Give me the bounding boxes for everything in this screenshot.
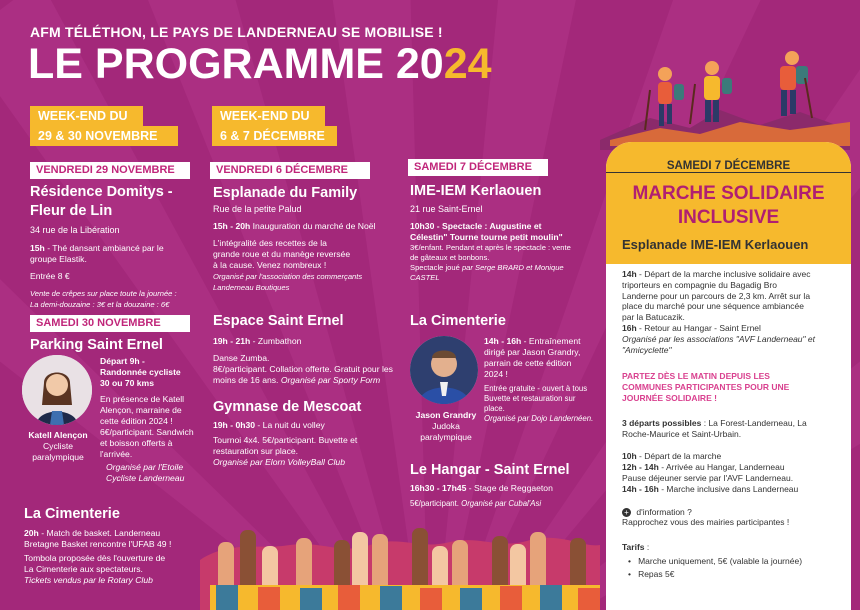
card-organizer: Organisé par les associations "AVF Landerneau" et [622,333,815,344]
header-kicker: AFM TÉLÉTHON, LE PAYS DE LANDERNEAU SE MOBILISE ! [30,24,443,40]
card-info-cont: Rapprochez vous des mairies participantes ! [622,517,790,528]
venue-parking-saint-ernel: Parking Saint Ernel [30,337,163,353]
event-time-text: 15h - 20h Inauguration du marché de Noël [213,221,376,231]
event-text: Danse Zumba. [213,353,270,363]
event-text: cette édition 2024 ! [100,416,173,426]
venue-title: Espace Saint Ernel [213,313,344,329]
event-organizer: Organisé par Dojo Landernéen. [484,414,594,423]
title-year: 24 [443,40,492,88]
card-title-cont: INCLUSIVE [677,207,780,228]
weekend-2-line2: 6 & 7 DÉCEMBRE [212,126,337,146]
card-text: 14h - Départ de la marche inclusive solidaire avec [622,269,811,279]
event-text: moins de 16 ans. Organisé par Sporty Form [213,375,381,385]
event-organizer: Organisé par l'association des commerçants [213,272,363,281]
venue-la-cimenterie-basket: La Cimenterie [24,506,120,522]
card-venue: Esplanade IME-IEM Kerlaouen [622,237,809,252]
venue-address: 34 rue de la Libération [30,225,120,235]
event-text: L'intégralité des recettes de la [213,238,327,248]
event-text: 3€/enfant. Pendant et après le spectacle : vente [410,243,571,252]
event-time-text: 16h30 - 17h45 - Stage de Reggaeton [410,483,553,493]
card-text: place du marché pour une séquence ambiancée [622,301,804,312]
marche-solidaire-card [606,142,851,610]
event-price: Entrée 8 € [30,271,70,281]
event-text: 2024 ! [484,369,508,379]
event-esplanade-family [213,184,388,293]
avatar-jason-grandry [410,336,478,404]
event-text: et boisson offerts à [100,438,173,448]
card-tarif-item: • Repas 5€ [628,568,675,579]
day-heading-vendredi-6: VENDREDI 6 DÉCEMBRE [210,162,370,179]
event-time: Départ 9h - [100,356,145,366]
event-title-cont: Célestin" Tourne tourne petit moulin" [410,232,563,242]
event-text: de gâteaux et bonbons. [410,253,490,262]
title-main: LE PROGRAMME 20 [28,40,444,88]
day-heading-samedi-7: SAMEDI 7 DÉCEMBRE [408,159,548,176]
venue-la-cimenterie-judo: La Cimenterie [410,313,506,329]
event-title: 10h30 - Spectacle : Augustine et [410,221,542,231]
event-organizer-cont: Landerneau Boutiques [213,283,290,292]
weekend-banner-1 [30,106,178,146]
event-text: restauration sur place. [213,446,299,456]
event-text: Bretagne Basket rencontre l'UFAB 49 ! [24,539,172,549]
event-organizer: Organisé par l'Etoile [106,462,184,472]
plus-circle-icon: + [622,508,631,517]
card-departures: 3 départs possibles : La Forest-Landerneau, La [622,417,807,428]
card-text: triporteurs en compagnie du Bagadig Bro [622,279,777,290]
event-performer: Spectacle joué par Serge BRARD et Monique [410,263,564,272]
event-text: Buvette et restauration sur [484,394,576,403]
venue-title: Résidence Domitys - [30,184,173,200]
venue-title: Gymnase de Mescoat [213,399,362,415]
event-price: 5€/participant. Organisé par Cubal'Asi [410,499,542,508]
venue-title: Le Hangar - Saint Ernel [410,462,570,478]
event-text: 6€/participant. Sandwich [100,427,194,437]
card-schedule: 14h - 16h - Marche inclusive dans Landerneau [622,483,799,494]
weekend-1-line2: 29 & 30 NOVEMBRE [30,126,178,146]
event-organizer: Tickets vendus par le Rotary Club [24,575,153,585]
weekend-banner-2 [212,106,337,146]
card-text: par la Batucazik. [622,312,685,323]
weekend-1-line1: WEEK-END DU [30,106,143,126]
card-info: + d'information ? [622,507,847,518]
card-callout: COMMUNES PARTICIPANTES POUR UNE [622,382,790,393]
event-time-text: 19h - 21h - Zumbathon [213,336,302,346]
venue-title: Esplanade du Family [213,185,358,201]
event-performer-cont: CASTEL [410,273,440,282]
avatar-katell-alencon [22,355,92,425]
event-note-cont: La demi-douzaine : 3€ et la douzaine : 6€ [30,300,170,309]
event-text: La Cimenterie aux spectateurs. [24,564,143,574]
event-text: Alençon, marraine de [100,405,182,415]
card-schedule: Pause déjeuner servie par l'AVF Landerneau. [622,472,794,483]
event-text: grande roue et du manège reversée [213,249,351,259]
event-description: 15h - Thé dansant ambiancé par le [30,243,164,253]
card-text: Landerne pour un parcours de 2,3 km. Arrêt sur la [622,290,811,301]
event-organizer: Organisé par Elorn VolleyBall Club [213,457,345,467]
event-text: En présence de Katell [100,394,185,404]
card-departures-cont: Roche-Maurice et Saint-Urbain. [622,428,742,439]
event-text: place. [484,404,505,413]
card-schedule: 10h - Départ de la marche [622,451,722,462]
event-text: dirigé par Jason Grandry, [484,347,581,357]
event-le-hangar [410,461,605,509]
event-judo-training [484,336,602,424]
event-text: 20h - Match de basket. Landerneau [24,528,161,538]
person-role-cont: paralympique [32,452,84,462]
card-text: 16h - Retour au Hangar - Saint Ernel [622,322,761,333]
person-role-cont: paralympique [420,432,472,442]
event-basket [24,528,204,586]
event-title-cont: 30 ou 70 kms [100,378,154,388]
venue-address: Rue de la petite Palud [213,204,302,214]
event-text: parrain de cette édition [484,358,572,368]
event-time-text: 19h - 0h30 - La nuit du volley [213,420,325,430]
card-day: SAMEDI 7 DÉCEMBRE [666,160,791,172]
card-organizer-cont: "Amicyclette" [622,344,672,355]
event-text: Entrée gratuite - ouvert à tous [484,384,588,393]
weekend-2-line1: WEEK-END DU [212,106,325,126]
card-title: MARCHE SOLIDAIRE [632,183,825,204]
card-program [622,269,847,580]
card-tarifs-heading: Tarifs : [622,542,650,553]
venue-address: 21 rue Saint-Ernel [410,204,483,214]
event-text: Tombola proposée dès l'ouverture de [24,553,166,563]
person-role: Judoka [432,421,460,431]
event-time-text: 14h - 16h - Entraînement [484,336,581,346]
person-name: Jason Grandry [415,410,477,420]
person-name: Katell Alençon [28,430,88,440]
event-residence-domitys [30,183,195,310]
day-heading-samedi-30: SAMEDI 30 NOVEMBRE [30,315,190,332]
venue-title: IME-IEM Kerlaouen [410,183,542,199]
event-text: 8€/participant. Collation offerte. Gratuit pour les [213,364,393,374]
venue-title-line2: Fleur de Lin [30,203,113,219]
card-schedule: 12h - 14h - Arrivée au Hangar, Landerneau [622,462,785,473]
event-organizer-cont: Cycliste Landerneau [106,473,185,483]
page-title [28,38,492,90]
event-text: l'arrivée. [100,449,133,459]
day-heading-vendredi-29: VENDREDI 29 NOVEMBRE [30,162,190,179]
card-callout: JOURNÉE SOLIDAIRE ! [622,392,717,403]
person-caption-katell [22,430,94,463]
event-text: à la cause. Venez nombreux ! [213,260,327,270]
person-role: Cycliste [42,441,74,451]
card-tarif-item: • Marche uniquement, 5€ (valable la journée) [628,555,803,566]
event-espace-saint-ernel [213,312,393,386]
card-callout: PARTEZ DÈS LE MATIN DEPUIS LES [622,371,770,382]
event-ime-iem [410,182,600,283]
event-randonnee [100,356,200,484]
event-title: Randonnée cycliste [100,367,181,377]
event-gymnase-mescoat [213,398,393,468]
card-divider [606,172,851,173]
event-description-cont: groupe Elastik. [30,254,87,264]
person-caption-jason [406,410,486,443]
event-note: Vente de crêpes sur place toute la journée : [30,289,177,298]
event-text: Tournoi 4x4. 5€/participant. Buvette et [213,435,358,445]
